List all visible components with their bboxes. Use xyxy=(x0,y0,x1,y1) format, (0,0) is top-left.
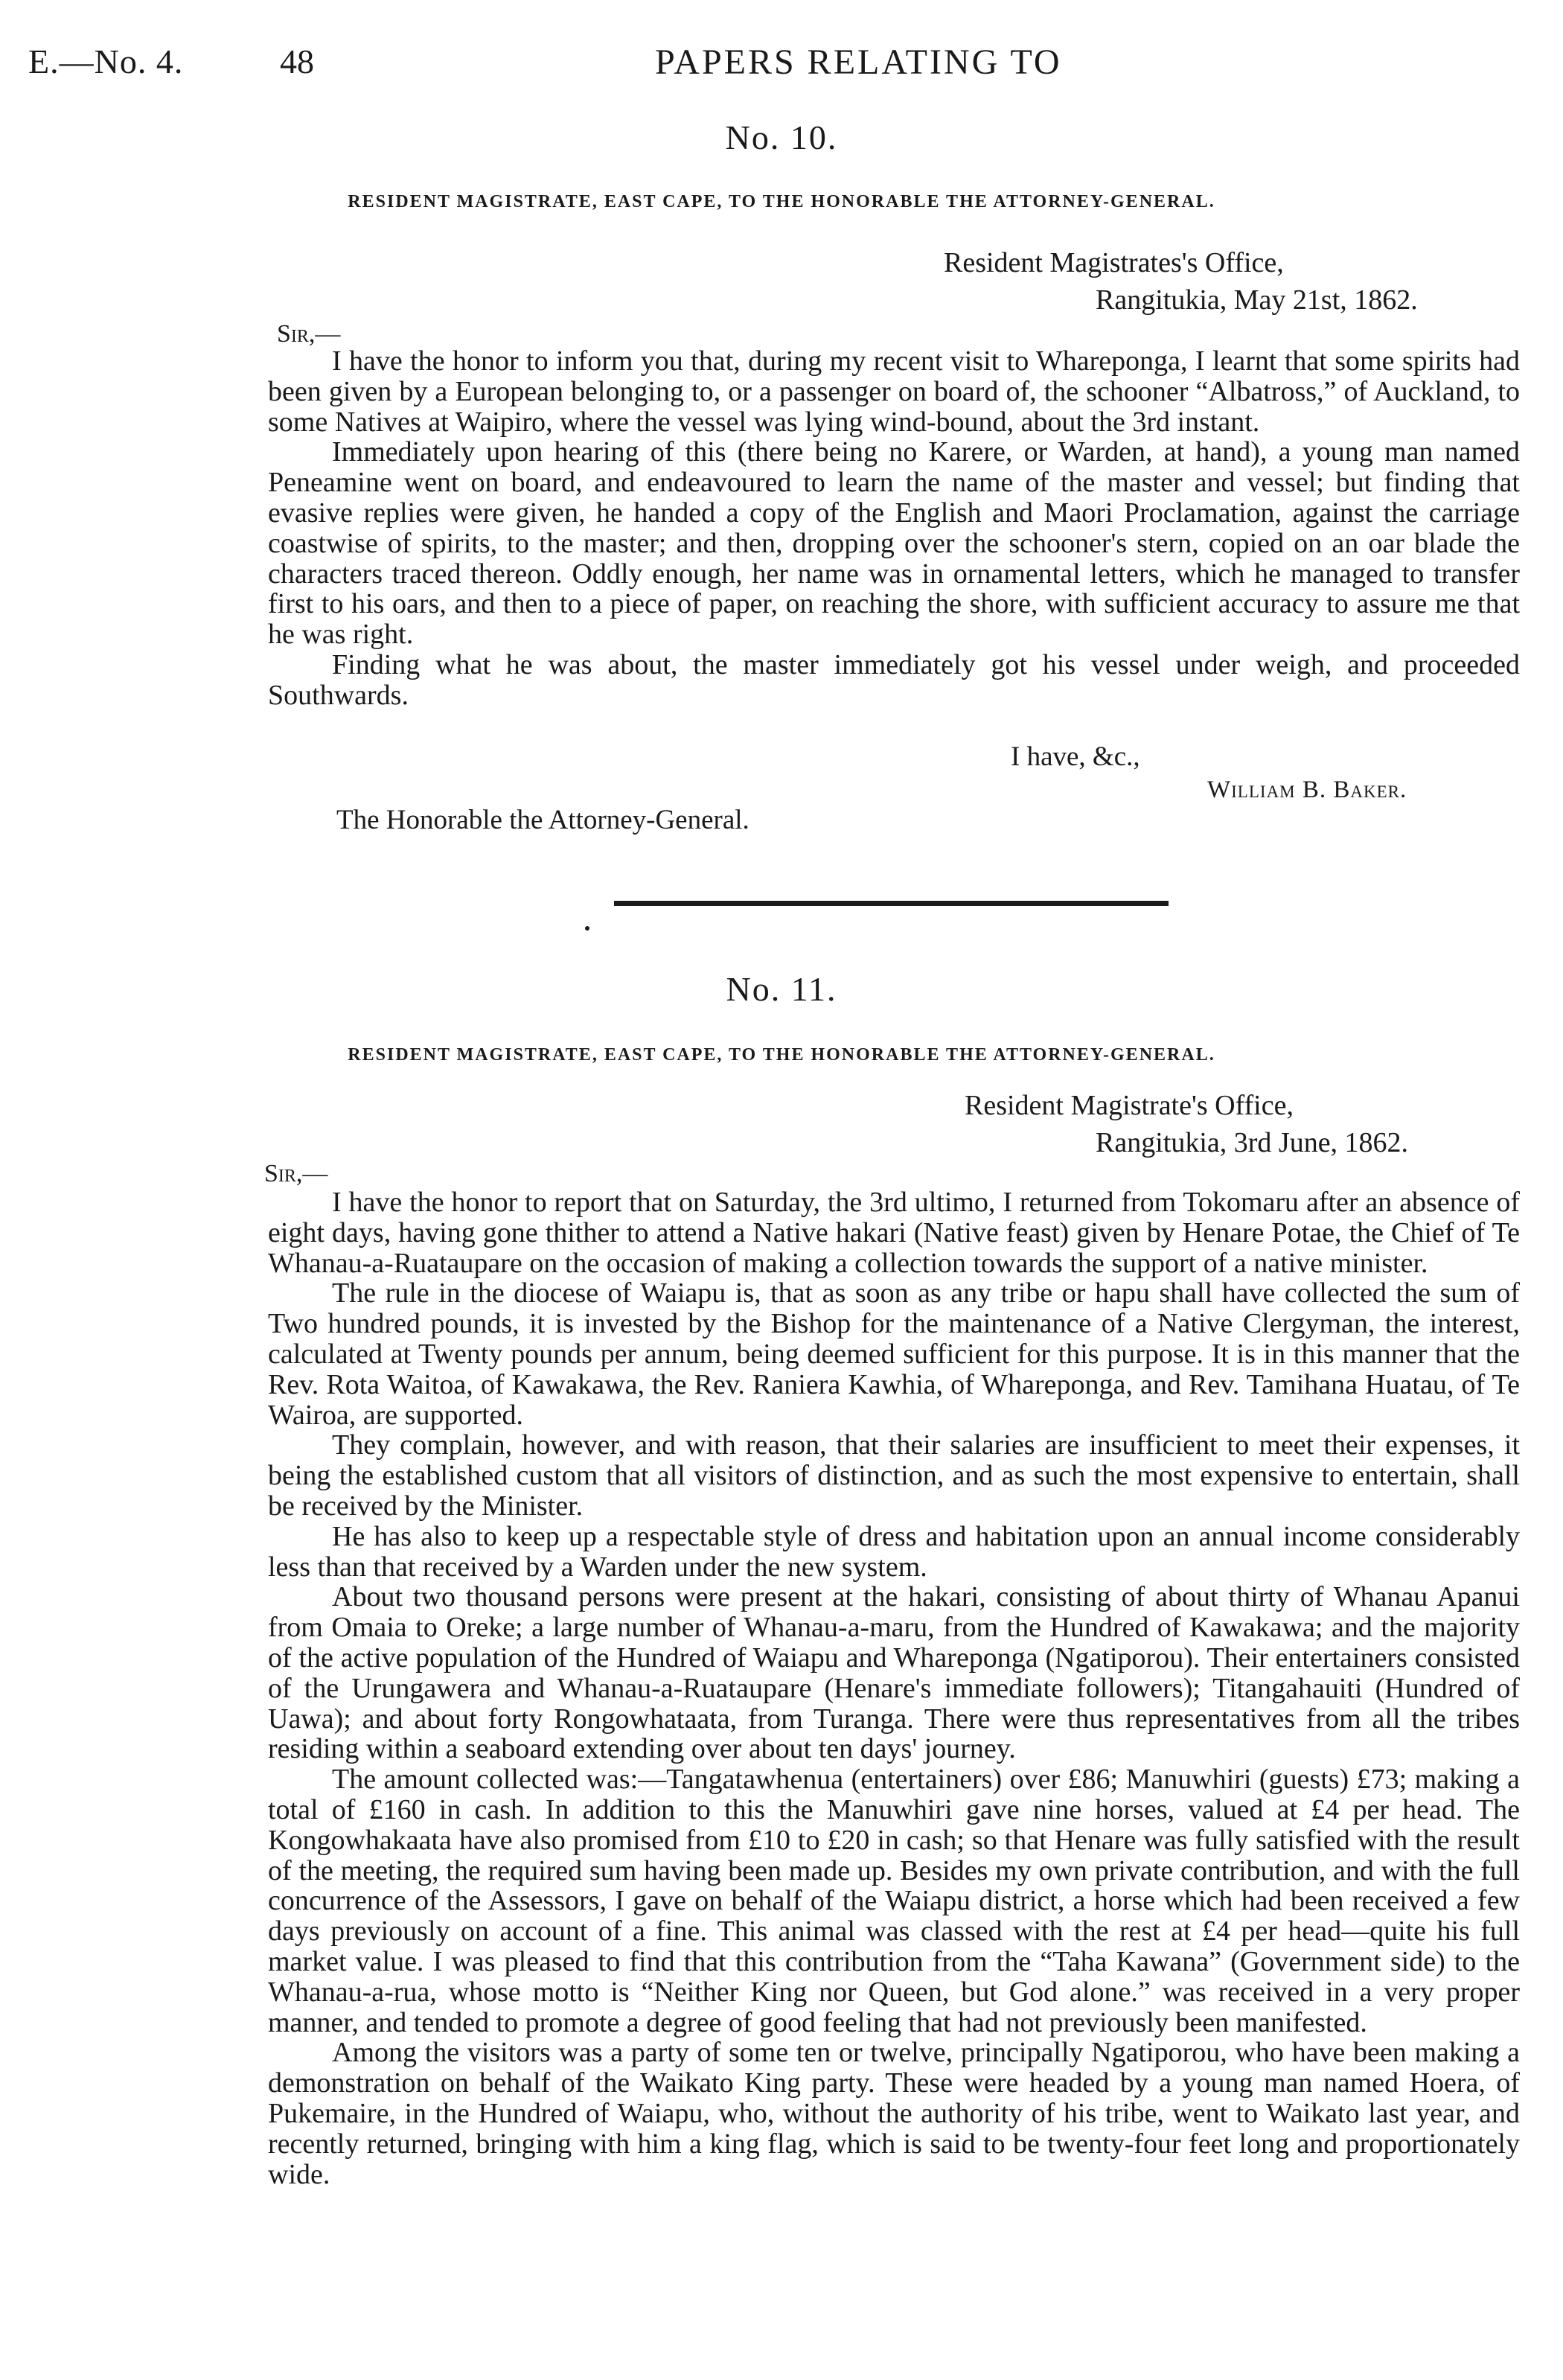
letter-11-body xyxy=(268,1187,1520,2189)
letter-11-paragraph: They complain, however, and with reason, that their salaries are insufficient to meet their expenses, it being the established custom that all visitors of distinction, and as such the most expensive to entertain, shall be received by the Minister. xyxy=(268,1429,1520,1522)
letter-11-paragraph: He has also to keep up a respectable style of dress and habitation upon an annual income considerably less than that received by a Warden under the new system. xyxy=(268,1520,1520,1583)
letter-10-paragraph: Finding what he was about, the master immediately got his vessel under weigh, and proceeded Southwards. xyxy=(268,648,1520,711)
section-divider xyxy=(614,901,1169,906)
letter-10-paragraph: Immediately upon hearing of this (there being no Karere, or Warden, at hand), a young man named Peneamine went on board, and endeavoured to learn the name of the master and vessel; but finding that evasive replies were given, he handed a copy of the English and Maori Proclamation, against the carriage coastwise of spirits, to the master; and then, dropping over the schooner's stern, copied on an oar blade the characters traced thereon. Oddly enough, her name was in ornamental letters, which he managed to transfer first to his oars, and then to a piece of paper, on reaching the shore, with sufficient accuracy to assure me that he was right. xyxy=(268,436,1520,651)
letter-11-paragraph: The amount collected was:—Tangatawhenua (entertainers) over £86; Manuwhiri (guests) £73; making a total of £160 in cash. In addition to this the Manuwhiri gave nine horses, valued at £4 per head. The Kongowhakaata have also promised from £10 to £20 in cash; so that Henare was fully satisfied with the result of the meeting, the required sum having been made up. Besides my own private contribution, and with the full concurrence of the Assessors, I gave on behalf of the Waiapu district, a horse which had been received a few days previously on account of a fine. This animal was classed with the rest at £4 per head—quite his full market value. I was pleased to find that this contribution from the “Taha Kawana” (Government side) to the Whanau-a-rua, whose motto is “Neither King nor Queen, but God alone.” was received in a very proper manner, and tended to promote a degree of good feeling that had not previously been manifested. xyxy=(268,1764,1520,2038)
letter-10-address-line-2: Rangitukia, May 21st, 1862. xyxy=(1096,284,1418,316)
letter-10-heading: RESIDENT MAGISTRATE, EAST CAPE, TO THE HONORABLE THE ATTORNEY-GENERAL. xyxy=(348,192,1215,211)
letter-11-heading: RESIDENT MAGISTRATE, EAST CAPE, TO THE HONORABLE THE ATTORNEY-GENERAL. xyxy=(348,1045,1215,1065)
letter-11-number: No. 11. xyxy=(726,970,837,1008)
print-speck xyxy=(585,926,589,931)
letter-11-salutation: Sir,— xyxy=(264,1160,328,1187)
letter-11-paragraph: I have the honor to report that on Saturday, the 3rd ultimo, I returned from Tokomaru after an absence of eight days, having gone thither to attend a Native hakari (Native feast) given by Henare Potae, the Chief of Te Whanau-a-Ruataupare on the occasion of making a collection towards the support of a native minister. xyxy=(268,1187,1520,1279)
letter-10-salutation: Sir,— xyxy=(277,320,341,348)
letter-11-paragraph: About two thousand persons were present at the hakari, consisting of about thirty of Whanau Apanui from Omaia to Oreke; a large number of Whanau-a-maru, from the Hundred of Kawakawa; and the majority of the active population of the Hundred of Waiapu and Whareponga (Ngatiporou). Their entertainers consisted of the Urungawera and Whanau-a-Ruataupare (Henare's immediate followers); Titangahauiti (Hundred of Uawa); and about forty Rongowhataata, from Turanga. There were thus representatives from all the tribes residing within a seaboard extending over about ten days' journey. xyxy=(268,1581,1520,1765)
document-reference: E.—No. 4. xyxy=(28,42,184,80)
letter-10-addressee: The Honorable the Attorney-General. xyxy=(336,805,749,835)
page-number: 48 xyxy=(280,42,314,80)
letter-11-paragraph: The rule in the diocese of Waiapu is, that as soon as any tribe or hapu shall have collected the sum of Two hundred pounds, it is invested by the Bishop for the maintenance of a Native Clergyman, the interest, calculated at Twenty pounds per annum, being deemed sufficient for this purpose. It is in this manner that the Rev. Rota Waitoa, of Kawakawa, the Rev. Raniera Kawhia, of Whareponga, and Rev. Tamihana Huatau, of Te Wairoa, are supported. xyxy=(268,1277,1520,1431)
letter-11-paragraph: Among the visitors was a party of some ten or twelve, principally Ngatiporou, who have been making a demonstration on behalf of the Waikato King party. These were headed by a young man named Hoera, of Pukemaire, in the Hundred of Waiapu, who, without the authority of his tribe, went to Waikato last year, and recently returned, bringing with him a king flag, which is said to be twenty-four feet long and proportionately wide. xyxy=(268,2037,1520,2190)
letter-10-body xyxy=(268,346,1520,711)
letter-11-address-line-1: Resident Magistrate's Office, xyxy=(965,1090,1294,1121)
letter-10-signature: William B. Baker. xyxy=(1207,776,1407,803)
letter-11-address-line-2: Rangitukia, 3rd June, 1862. xyxy=(1096,1127,1409,1158)
running-title: PAPERS RELATING TO xyxy=(655,42,1062,82)
letter-10-paragraph: I have the honor to inform you that, during my recent visit to Whareponga, I learnt that some spirits had been given by a European belonging to, or a passenger on board of, the schooner “Albatross,” of Auckland, to some Natives at Waipiro, where the vessel was lying wind-bound, about the 3rd instant. xyxy=(268,345,1520,438)
letter-10-closing: I have, &c., xyxy=(1011,741,1140,772)
letter-10-number: No. 10. xyxy=(725,118,838,156)
letter-10-address-line-1: Resident Magistrates's Office, xyxy=(944,247,1284,278)
